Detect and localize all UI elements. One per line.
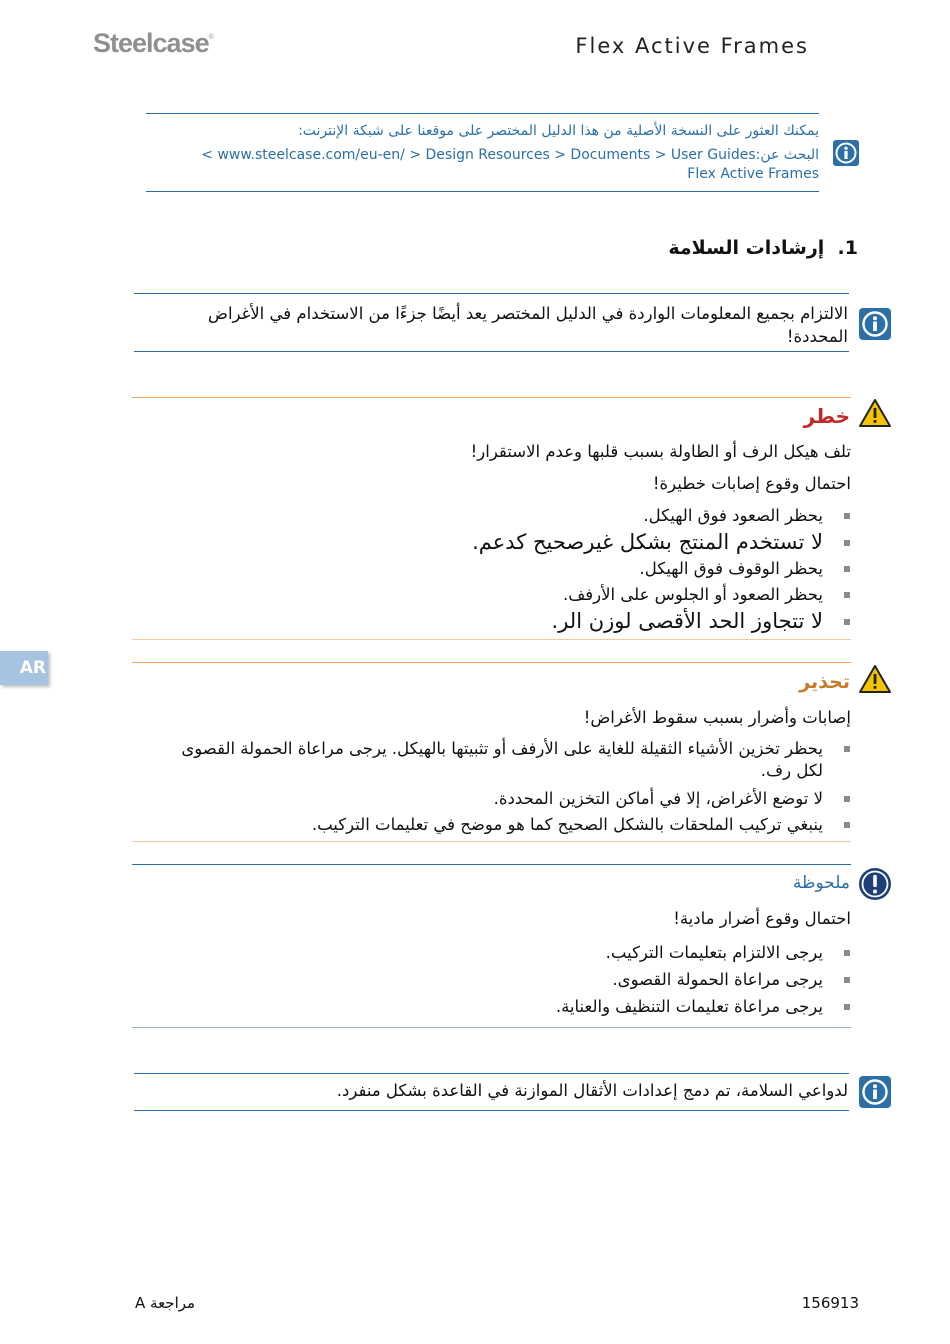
warning-list: [161, 738, 851, 838]
list-item: لا تتجاوز الحد الأقصى لوزن الر.: [151, 608, 851, 635]
safety-bottom-rule: [134, 1110, 849, 1111]
note-list: [161, 939, 851, 1020]
document-title: Flex Active Frames: [575, 34, 809, 58]
footer-revision: مراجعة A: [135, 1294, 196, 1312]
warning-title: تحذير: [799, 671, 850, 693]
compliance-info-text: الالتزام بجميع المعلومات الواردة في الدليل المختصر يعد أيضًا جزءًا من الاستخدام في الأغراض المحددة!: [208, 304, 848, 346]
list-item: لا توضع الأغراض، إلا في أماكن التخزين المحددة.: [161, 786, 851, 812]
list-item: يرجى مراعاة الحمولة القصوى.: [161, 966, 851, 993]
danger-top-rule: [132, 397, 851, 398]
section-title: إرشادات السلامة: [668, 237, 825, 259]
note-title: ملحوظة: [792, 873, 850, 893]
list-item: يرجى الالتزام بتعليمات التركيب.: [161, 939, 851, 966]
section-heading: [668, 237, 858, 259]
info-icon: [859, 308, 891, 340]
list-item: يحظر الصعود فوق الهيكل.: [151, 503, 851, 529]
note-bottom-rule: [132, 1027, 851, 1028]
intro-bottom-rule: [146, 191, 819, 192]
warning-top-rule: [132, 662, 851, 663]
footer-doc-number: 156913: [801, 1294, 859, 1312]
safety-info-text: لدواعي السلامة، تم دمج إعدادات الأثقال الموازنة في القاعدة بشكل منفرد.: [336, 1081, 848, 1100]
steelcase-logo: Steelcase®: [93, 28, 213, 58]
list-item: ينبغي تركيب الملحقات بالشكل الصحيح كما هو موضح في تعليمات التركيب.: [161, 812, 851, 838]
note-line-1: احتمال وقوع أضرار مادية!: [673, 909, 851, 928]
intro-info-text: [146, 122, 819, 184]
list-item: يحظر الصعود أو الجلوس على الأرفف.: [151, 582, 851, 608]
list-item: يحظر تخزين الأشياء الثقيلة للغاية على الأرفف أو تثبيتها بالهيكل. يرجى مراعاة الحمولة القصوى لكل رف.: [161, 738, 851, 782]
list-item: لا تستخدم المنتج بشكل غيرصحيح كدعم.: [151, 529, 851, 556]
compliance-top-rule: [134, 293, 849, 294]
danger-line-2: احتمال وقوع إصابات خطيرة!: [652, 474, 851, 493]
list-item: يرجى مراعاة تعليمات التنظيف والعناية.: [161, 993, 851, 1020]
intro-path-line: البحث عن: < www.steelcase.com/eu-en/ > Design Resources > Documents > User Guides: [196, 147, 819, 163]
danger-list: [151, 503, 851, 635]
danger-title: خطر: [803, 404, 850, 428]
language-tab-ar[interactable]: AR: [0, 651, 48, 685]
intro-line-1: يمكنك العثور على النسخة الأصلية من هذا الدليل المختصر على موقعنا على شبكة الإنترنت:: [298, 123, 819, 139]
warning-triangle-icon: [858, 664, 892, 694]
intro-top-rule: [146, 113, 819, 114]
exclamation-icon: [858, 867, 892, 901]
info-icon: [833, 140, 859, 166]
section-number: 1.: [837, 237, 858, 259]
resource-path-link[interactable]: < www.steelcase.com/eu-en/ > Design Resources > Documents > User Guides: [196, 147, 756, 163]
info-icon: [859, 1076, 891, 1108]
intro-line-3: Flex Active Frames: [687, 166, 819, 182]
compliance-bottom-rule: [134, 351, 849, 352]
warning-bottom-rule: [132, 841, 851, 842]
note-top-rule: [132, 864, 851, 865]
warning-line-1: إصابات وأضرار بسبب سقوط الأغراض!: [583, 708, 851, 727]
danger-line-1: تلف هيكل الرف أو الطاولة بسبب قلبها وعدم الاستقرار!: [470, 442, 851, 461]
danger-bottom-rule: [132, 639, 851, 640]
list-item: يحظر الوقوف فوق الهيكل.: [151, 556, 851, 582]
warning-triangle-icon: [858, 398, 892, 428]
safety-top-rule: [134, 1073, 849, 1074]
